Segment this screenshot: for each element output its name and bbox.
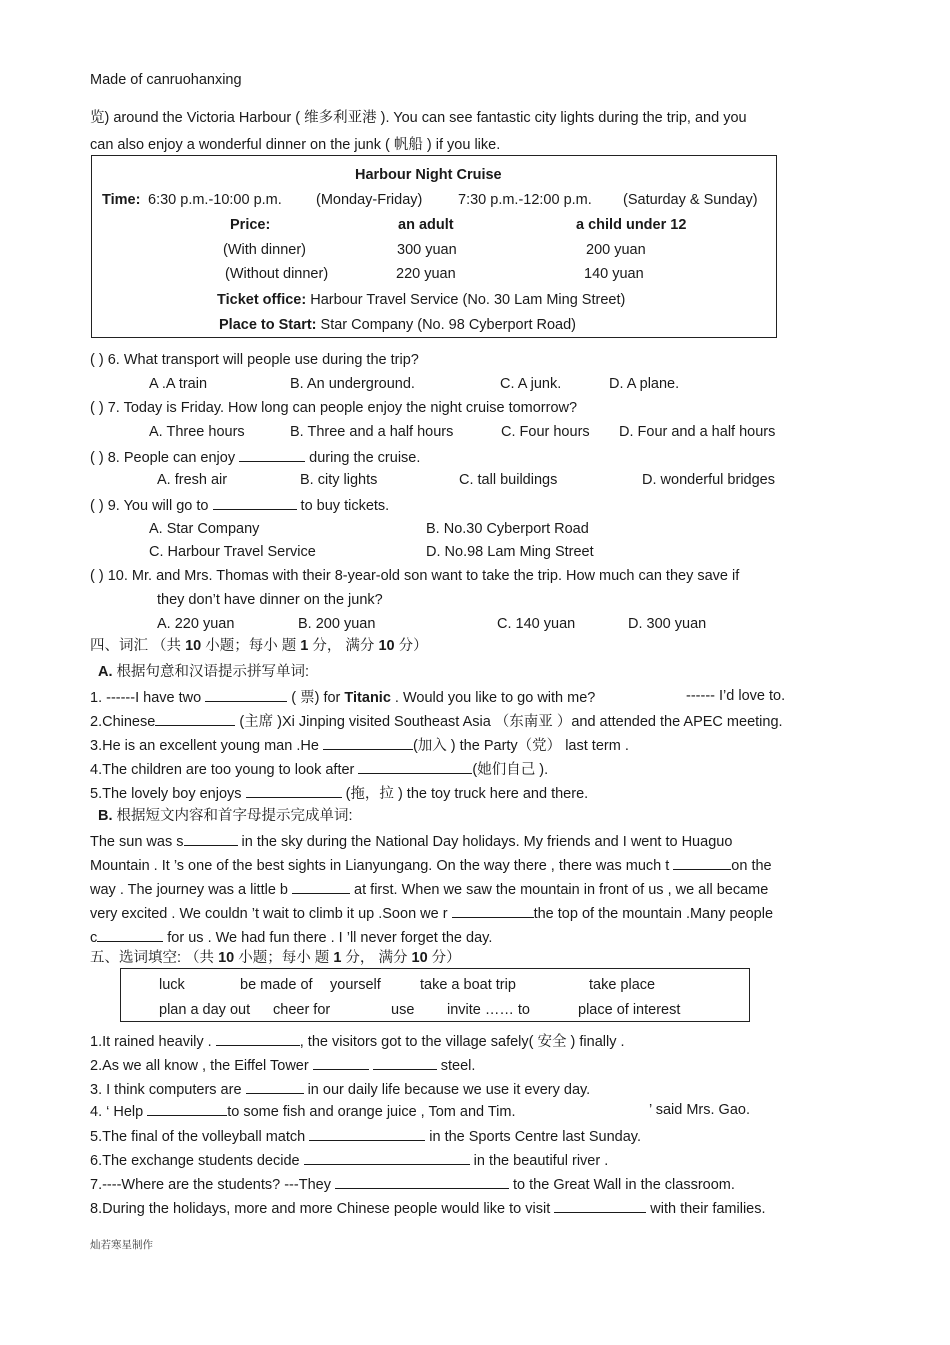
passage-blank-3[interactable]	[292, 879, 350, 894]
q6-stem: ( ) 6. What transport will people use during the trip?	[90, 352, 419, 368]
with-child-price: 200 yuan	[586, 242, 646, 258]
passage-line-5: c for us . We had fun there . I ’ll never forget the day.	[90, 927, 492, 947]
q9-option-d: D. No.98 Lam Ming Street	[426, 544, 594, 560]
fill-8: 8.During the holidays, more and more Chinese people would like to visit with their families.	[90, 1198, 766, 1218]
with-adult-price: 300 yuan	[397, 242, 457, 258]
passage-blank-5[interactable]	[97, 927, 163, 942]
vocab-1-blank[interactable]	[205, 687, 287, 702]
word-bank-item: luck	[159, 977, 185, 993]
fill-7-blank[interactable]	[335, 1174, 509, 1189]
q9-blank[interactable]	[213, 495, 297, 510]
q9-option-b: B. No.30 Cyberport Road	[426, 521, 589, 537]
q10-option-c: C. 140 yuan	[497, 616, 576, 632]
intro-line-1: 览) around the Victoria Harbour ( 维多利亚港 ). You can see fantastic city lights during the trip, and you	[90, 110, 747, 126]
time-weekend: 7:30 p.m.-12:00 p.m.	[458, 192, 592, 208]
page-footer: 灿若寒星制作	[90, 1239, 153, 1251]
passage-blank-1[interactable]	[184, 831, 238, 846]
q8-option-a: A. fresh air	[157, 472, 228, 488]
row-without-dinner: (Without dinner)	[225, 266, 329, 282]
section4-heading: 四、词汇 （共 10 小题；每小 题 1 分， 满分 10 分）	[90, 638, 428, 654]
col-child: a child under 12	[576, 217, 687, 233]
word-bank-item: cheer for	[273, 1002, 331, 1018]
vocab-5-blank[interactable]	[246, 783, 342, 798]
passage-blank-4[interactable]	[452, 903, 534, 918]
without-child-price: 140 yuan	[584, 266, 644, 282]
q8-stem: ( ) 8. People can enjoy during the cruise.	[90, 447, 420, 467]
vocab-2: 2.Chinese (主席 )Xi Jinping visited Southeast Asia （东南亚 ）and attended the APEC meeting.	[90, 711, 783, 731]
passage-line-3: way . The journey was a little b at first. When we saw the mountain in front of us , we all became	[90, 879, 768, 899]
word-bank-item: place of interest	[578, 1002, 681, 1018]
price-label: Price:	[230, 217, 271, 233]
word-bank-item: use	[391, 1002, 415, 1018]
vocab-2-blank[interactable]	[155, 711, 235, 726]
fill-4-end: ’ said Mrs. Gao.	[649, 1102, 750, 1118]
q6-option-a: A .A train	[149, 376, 208, 392]
fill-3: 3. I think computers are in our daily life because we use it every day.	[90, 1079, 590, 1099]
fill-5-blank[interactable]	[309, 1126, 425, 1141]
q10-option-b: B. 200 yuan	[298, 616, 376, 632]
fill-1-blank[interactable]	[216, 1031, 300, 1046]
word-bank-item: yourself	[330, 977, 381, 993]
vocab-1: 1. ------I have two ( 票) for Titanic . Would you like to go with me?	[90, 687, 595, 707]
fill-6-blank[interactable]	[304, 1150, 470, 1165]
q10-stem-line2: they don’t have dinner on the junk?	[157, 592, 383, 608]
time-label: Time:	[102, 192, 141, 208]
place-to-start: Place to Start: Star Company (No. 98 Cyberport Road)	[219, 317, 577, 333]
q7-option-d: D. Four and a half hours	[619, 424, 776, 440]
section4a-instruction: A. 根据句意和汉语提示拼写单词:	[98, 664, 310, 680]
vocab-5: 5.The lovely boy enjoys (拖，拉 ) the toy truck here and there.	[90, 783, 588, 803]
q8-blank[interactable]	[239, 447, 305, 462]
days-weekday: (Monday-Friday)	[316, 192, 423, 208]
fill-4: 4. ‘ Help to some fish and orange juice , Tom and Tim.	[90, 1101, 516, 1121]
table-title: Harbour Night Cruise	[355, 167, 502, 183]
q8-option-b: B. city lights	[300, 472, 378, 488]
ticket-office: Ticket office: Harbour Travel Service (No. 30 Lam Ming Street)	[217, 292, 626, 308]
passage-line-1: The sun was s in the sky during the National Day holidays. My friends and I went to Huaguo	[90, 831, 732, 851]
q10-stem-line1: ( ) 10. Mr. and Mrs. Thomas with their 8-year-old son want to take the trip. How much can they save if	[90, 568, 740, 584]
q10-option-a: A. 220 yuan	[157, 616, 235, 632]
word-bank-item: be made of	[240, 977, 313, 993]
q6-option-d: D. A plane.	[609, 376, 680, 392]
fill-5: 5.The final of the volleyball match in the Sports Centre last Sunday.	[90, 1126, 641, 1146]
q7-stem: ( ) 7. Today is Friday. How long can people enjoy the night cruise tomorrow?	[90, 400, 578, 416]
section5-heading: 五、选词填空: （共 10 小题；每小 题 1 分， 满分 10 分）	[90, 950, 461, 966]
section4b-instruction: B. 根据短文内容和首字母提示完成单词:	[98, 808, 353, 824]
fill-2: 2.As we all know , the Eiffel Tower steel.	[90, 1055, 475, 1075]
fill-7: 7.----Where are the students? ---They to the Great Wall in the classroom.	[90, 1174, 735, 1194]
word-bank-item: take a boat trip	[420, 977, 516, 993]
passage-blank-2[interactable]	[673, 855, 731, 870]
fill-4-blank[interactable]	[147, 1101, 227, 1116]
q8-option-c: C. tall buildings	[459, 472, 558, 488]
row-with-dinner: (With dinner)	[223, 242, 306, 258]
time-weekday: 6:30 p.m.-10:00 p.m.	[148, 192, 282, 208]
vocab-4: 4.The children are too young to look after (她们自己 ).	[90, 759, 548, 779]
q9-stem: ( ) 9. You will go to to buy tickets.	[90, 495, 389, 515]
passage-line-2: Mountain . It ’s one of the best sights in Lianyungang. On the way there , there was much t on the	[90, 855, 772, 875]
word-bank-item: plan a day out	[159, 1002, 251, 1018]
q6-option-c: C. A junk.	[500, 376, 562, 392]
fill-1: 1.It rained heavily . , the visitors got to the village safely( 安全 ) finally .	[90, 1031, 625, 1051]
vocab-3-blank[interactable]	[323, 735, 413, 750]
col-adult: an adult	[398, 217, 454, 233]
fill-2-blank-a[interactable]	[313, 1055, 369, 1070]
q6-option-b: B. An underground.	[290, 376, 415, 392]
fill-6: 6.The exchange students decide in the beautiful river .	[90, 1150, 608, 1170]
fill-8-blank[interactable]	[554, 1198, 646, 1213]
fill-3-blank[interactable]	[246, 1079, 304, 1094]
days-weekend: (Saturday & Sunday)	[623, 192, 758, 208]
word-bank-item: take place	[589, 977, 656, 993]
q8-option-d: D. wonderful bridges	[642, 472, 775, 488]
vocab-1-reply: ------ I’d love to.	[686, 688, 786, 704]
vocab-3: 3.He is an excellent young man .He (加入 ) the Party（党） last term .	[90, 735, 629, 755]
intro-line-2: can also enjoy a wonderful dinner on the junk ( 帆船 ) if you like.	[90, 137, 501, 153]
without-adult-price: 220 yuan	[396, 266, 456, 282]
q7-option-c: C. Four hours	[501, 424, 590, 440]
q9-option-a: A. Star Company	[149, 521, 260, 537]
word-bank-item: invite …… to	[447, 1002, 530, 1018]
vocab-4-blank[interactable]	[358, 759, 472, 774]
q7-option-b: B. Three and a half hours	[290, 424, 454, 440]
passage-line-4: very excited . We couldn ’t wait to climb it up .Soon we r the top of the mountain .Many people	[90, 903, 773, 923]
q7-option-a: A. Three hours	[149, 424, 245, 440]
page-header: Made of canruohanxing	[90, 72, 242, 88]
q9-option-c: C. Harbour Travel Service	[149, 544, 316, 560]
fill-2-blank-b[interactable]	[373, 1055, 437, 1070]
q10-option-d: D. 300 yuan	[628, 616, 707, 632]
